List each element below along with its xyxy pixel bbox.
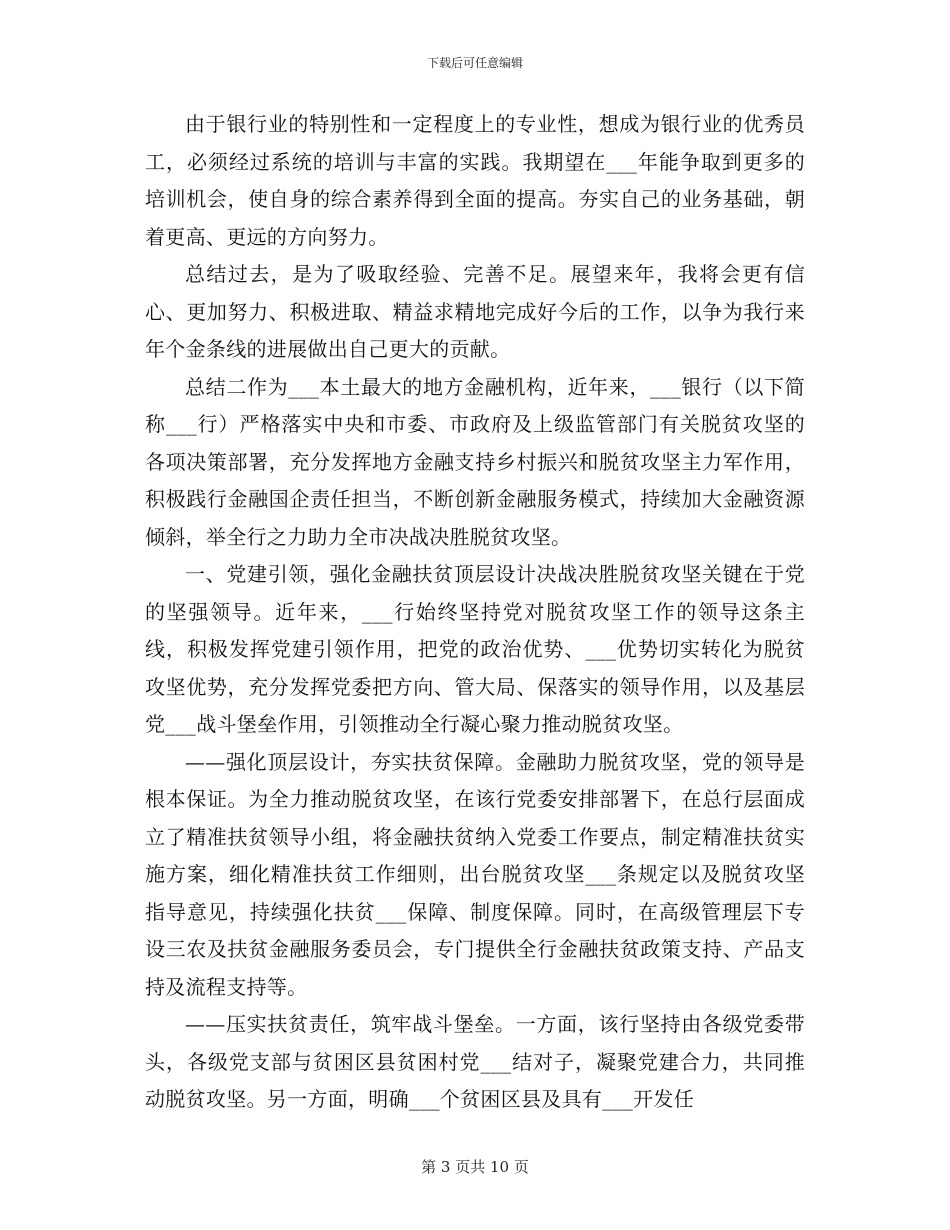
paragraph: ——压实扶贫责任，筑牢战斗堡垒。一方面，该行坚持由各级党委带头，各级党支部与贫困区县贫困村党___结对子，凝聚党建合力，共同推动脱贫攻坚。另一方面，明确___个贫困区县及具有___开发任: [145, 1012, 805, 1111]
paragraph: 总结过去，是为了吸取经验、完善不足。展望来年，我将会更有信心、更加努力、积极进取、精益求精地完成好今后的工作，以争为我行来年个金条线的进展做出自己更大的贡献。: [145, 262, 805, 361]
paragraph: ——强化顶层设计，夯实扶贫保障。金融助力脱贫攻坚，党的领导是根本保证。为全力推动脱贫攻坚，在该行党委安排部署下，在总行层面成立了精准扶贫领导小组，将金融扶贫纳入党委工作要点，制定精准扶贫实施方案，细化精准扶贫工作细则，出台脱贫攻坚___条规定以及脱贫攻坚指导意见，持续强化扶贫___保障、制度保障。同时，在高级管理层下专设三农及扶贫金融服务委员会，专门提供全行金融扶贫政策支持、产品支持及流程支持等。: [145, 749, 805, 999]
paragraph: 由于银行业的特别性和一定程度上的专业性，想成为银行业的优秀员工，必须经过系统的培训与丰富的实践。我期望在___年能争取到更多的培训机会，使自身的综合素养得到全面的提高。夯实自己的业务基础，朝着更高、更远的方向努力。: [145, 112, 805, 249]
paragraph: 一、党建引领，强化金融扶贫顶层设计决战决胜脱贫攻坚关键在于党的坚强领导。近年来，___行始终坚持党对脱贫攻坚工作的领导这条主线，积极发挥党建引领作用，把党的政治优势、___优势切实转化为脱贫攻坚优势，充分发挥党委把方向、管大局、保落实的领导作用，以及基层党___战斗堡垒作用，引领推动全行凝心聚力推动脱贫攻坚。: [145, 562, 805, 736]
page-header: 下载后可任意编辑: [426, 56, 523, 70]
page-footer: 第 3 页共 10 页: [421, 1158, 529, 1176]
document-body: [145, 106, 805, 1119]
paragraph: 总结二作为___本土最大的地方金融机构，近年来，___银行（以下简称___行）严格落实中央和市委、市政府及上级监管部门有关脱贫攻坚的各项决策部署，充分发挥地方金融支持乡村振兴和脱贫攻坚主力军作用，积极践行金融国企责任担当，不断创新金融服务模式，持续加大金融资源倾斜，举全行之力助力全市决战决胜脱贫攻坚。: [145, 374, 805, 549]
